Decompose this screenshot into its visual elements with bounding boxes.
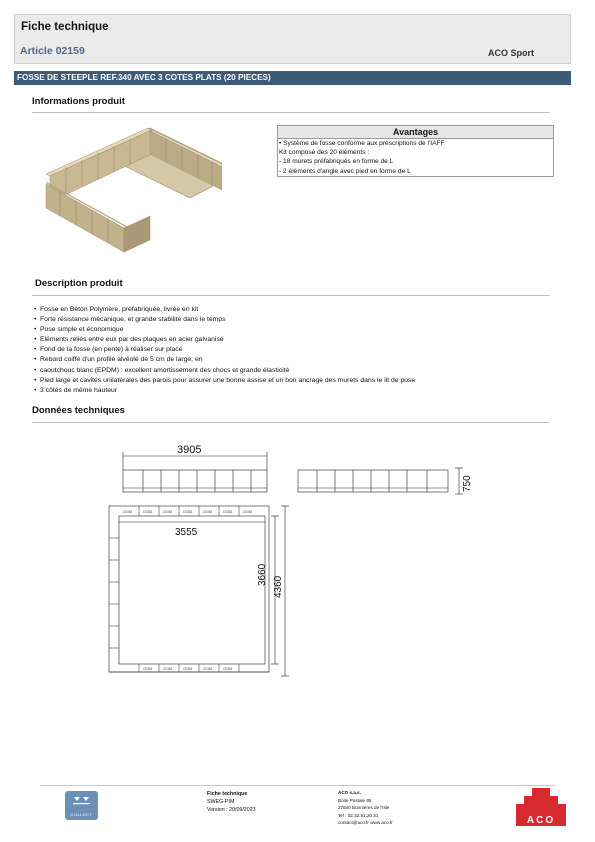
footer-company: ACO s.a.s. — [338, 790, 361, 795]
advantage-line: • Système de fosse conforme aux prescriptions de l'IAFF — [279, 140, 445, 147]
element-label: C0351 — [143, 510, 153, 514]
list-item: • Fosse en Béton Polymère, préfabriquée, livrée en kit — [34, 306, 199, 313]
brand-name: ACO Sport — [488, 48, 534, 58]
list-item: • Forte résistance mécanique, et grande stabilité dans le temps — [34, 316, 226, 324]
list-item: • caoutchouc blanc (EPDM) : excellent amortissement des chocs et grande élasticité — [34, 366, 290, 374]
aco-logo — [516, 788, 566, 826]
footer-contact: contact@aco.fr www.aco.fr — [338, 820, 393, 825]
advantages-title: Avantages — [278, 126, 553, 139]
footer-po-box: Boite Postale 85 — [338, 797, 372, 803]
product-image — [42, 124, 222, 254]
advantage-line: - 18 murets préfabriqués en forme de L — [279, 158, 394, 166]
list-item: • Pied large et cavités unilatérales des parois pour assurer une bonne assise et un bon ancrage des murets dans le lit de pose — [34, 376, 416, 384]
dim-inner-length: 3660 — [257, 563, 268, 586]
footer-rule — [40, 785, 555, 786]
list-item: • Eléments reliés entre eux par des plaques en acier galvanisé — [34, 336, 224, 344]
aco-logo-text: ACO — [526, 815, 556, 826]
list-item: • Rebord coiffé d'un profilé alvéolé de 5 cm de large, en — [34, 356, 203, 364]
section-title-technical: Données techniques — [32, 405, 125, 416]
element-label: C0351 — [143, 667, 153, 671]
dim-inner-width: 3555 — [175, 527, 198, 538]
advantage-line: Kit composé des 20 éléments : — [279, 149, 370, 157]
footer-doc-type: Fiche technique — [207, 791, 248, 797]
element-label: C0351 — [223, 510, 233, 514]
element-label: C0351 — [243, 510, 253, 514]
section-title-info: Informations produit — [32, 96, 125, 107]
article-number: Article 02159 — [20, 45, 85, 57]
list-item: • Pose simple et économique — [34, 326, 124, 334]
chevron-down-icon — [65, 791, 98, 811]
dim-height: 750 — [462, 475, 473, 492]
section-rule — [32, 112, 550, 113]
list-item: • 3 côtés de même hauteur — [34, 386, 118, 394]
section-rule — [32, 295, 550, 296]
doc-title: Fiche technique — [21, 21, 109, 33]
footer-version: Version : 20/09/2023 — [207, 807, 256, 813]
section-rule — [32, 422, 550, 423]
advantages-box — [277, 125, 554, 177]
advantage-line: - 2 éléments d'angle avec pied en forme de L — [279, 167, 411, 175]
list-item: • Fond de la fosse (en pente) à réaliser sur place — [34, 346, 183, 354]
collect-logo — [65, 791, 98, 820]
footer-source: SWEG-PIM — [207, 799, 235, 805]
footer-city: 27640 Bonnieres de l'Isle — [338, 805, 390, 810]
document-header — [14, 14, 571, 64]
element-label: C0351 — [163, 510, 173, 514]
dim-total-width: 3905 — [177, 444, 202, 456]
element-label: C0351 — [203, 510, 213, 514]
collect-logo-text: COLLECT — [70, 812, 93, 817]
description-list — [34, 305, 415, 396]
product-title-bar: FOSSE DE STEEPLE REF.340 AVEC 3 COTES PLATS (20 PIECES) — [14, 71, 571, 85]
footer-phone: Tel : 02.32.51.20.31 — [338, 812, 379, 818]
technical-drawing — [95, 428, 495, 690]
section-title-description: Description produit — [35, 278, 123, 289]
element-label: C0351 — [123, 510, 133, 514]
element-label: C0351 — [183, 667, 193, 671]
element-label: C0351 — [163, 667, 173, 671]
footer-info — [207, 790, 256, 814]
element-label: C0351 — [223, 667, 233, 671]
element-label: C0351 — [183, 510, 193, 514]
footer-address — [338, 789, 393, 827]
element-label: C0351 — [203, 667, 213, 671]
dim-total-length: 4360 — [273, 575, 284, 598]
